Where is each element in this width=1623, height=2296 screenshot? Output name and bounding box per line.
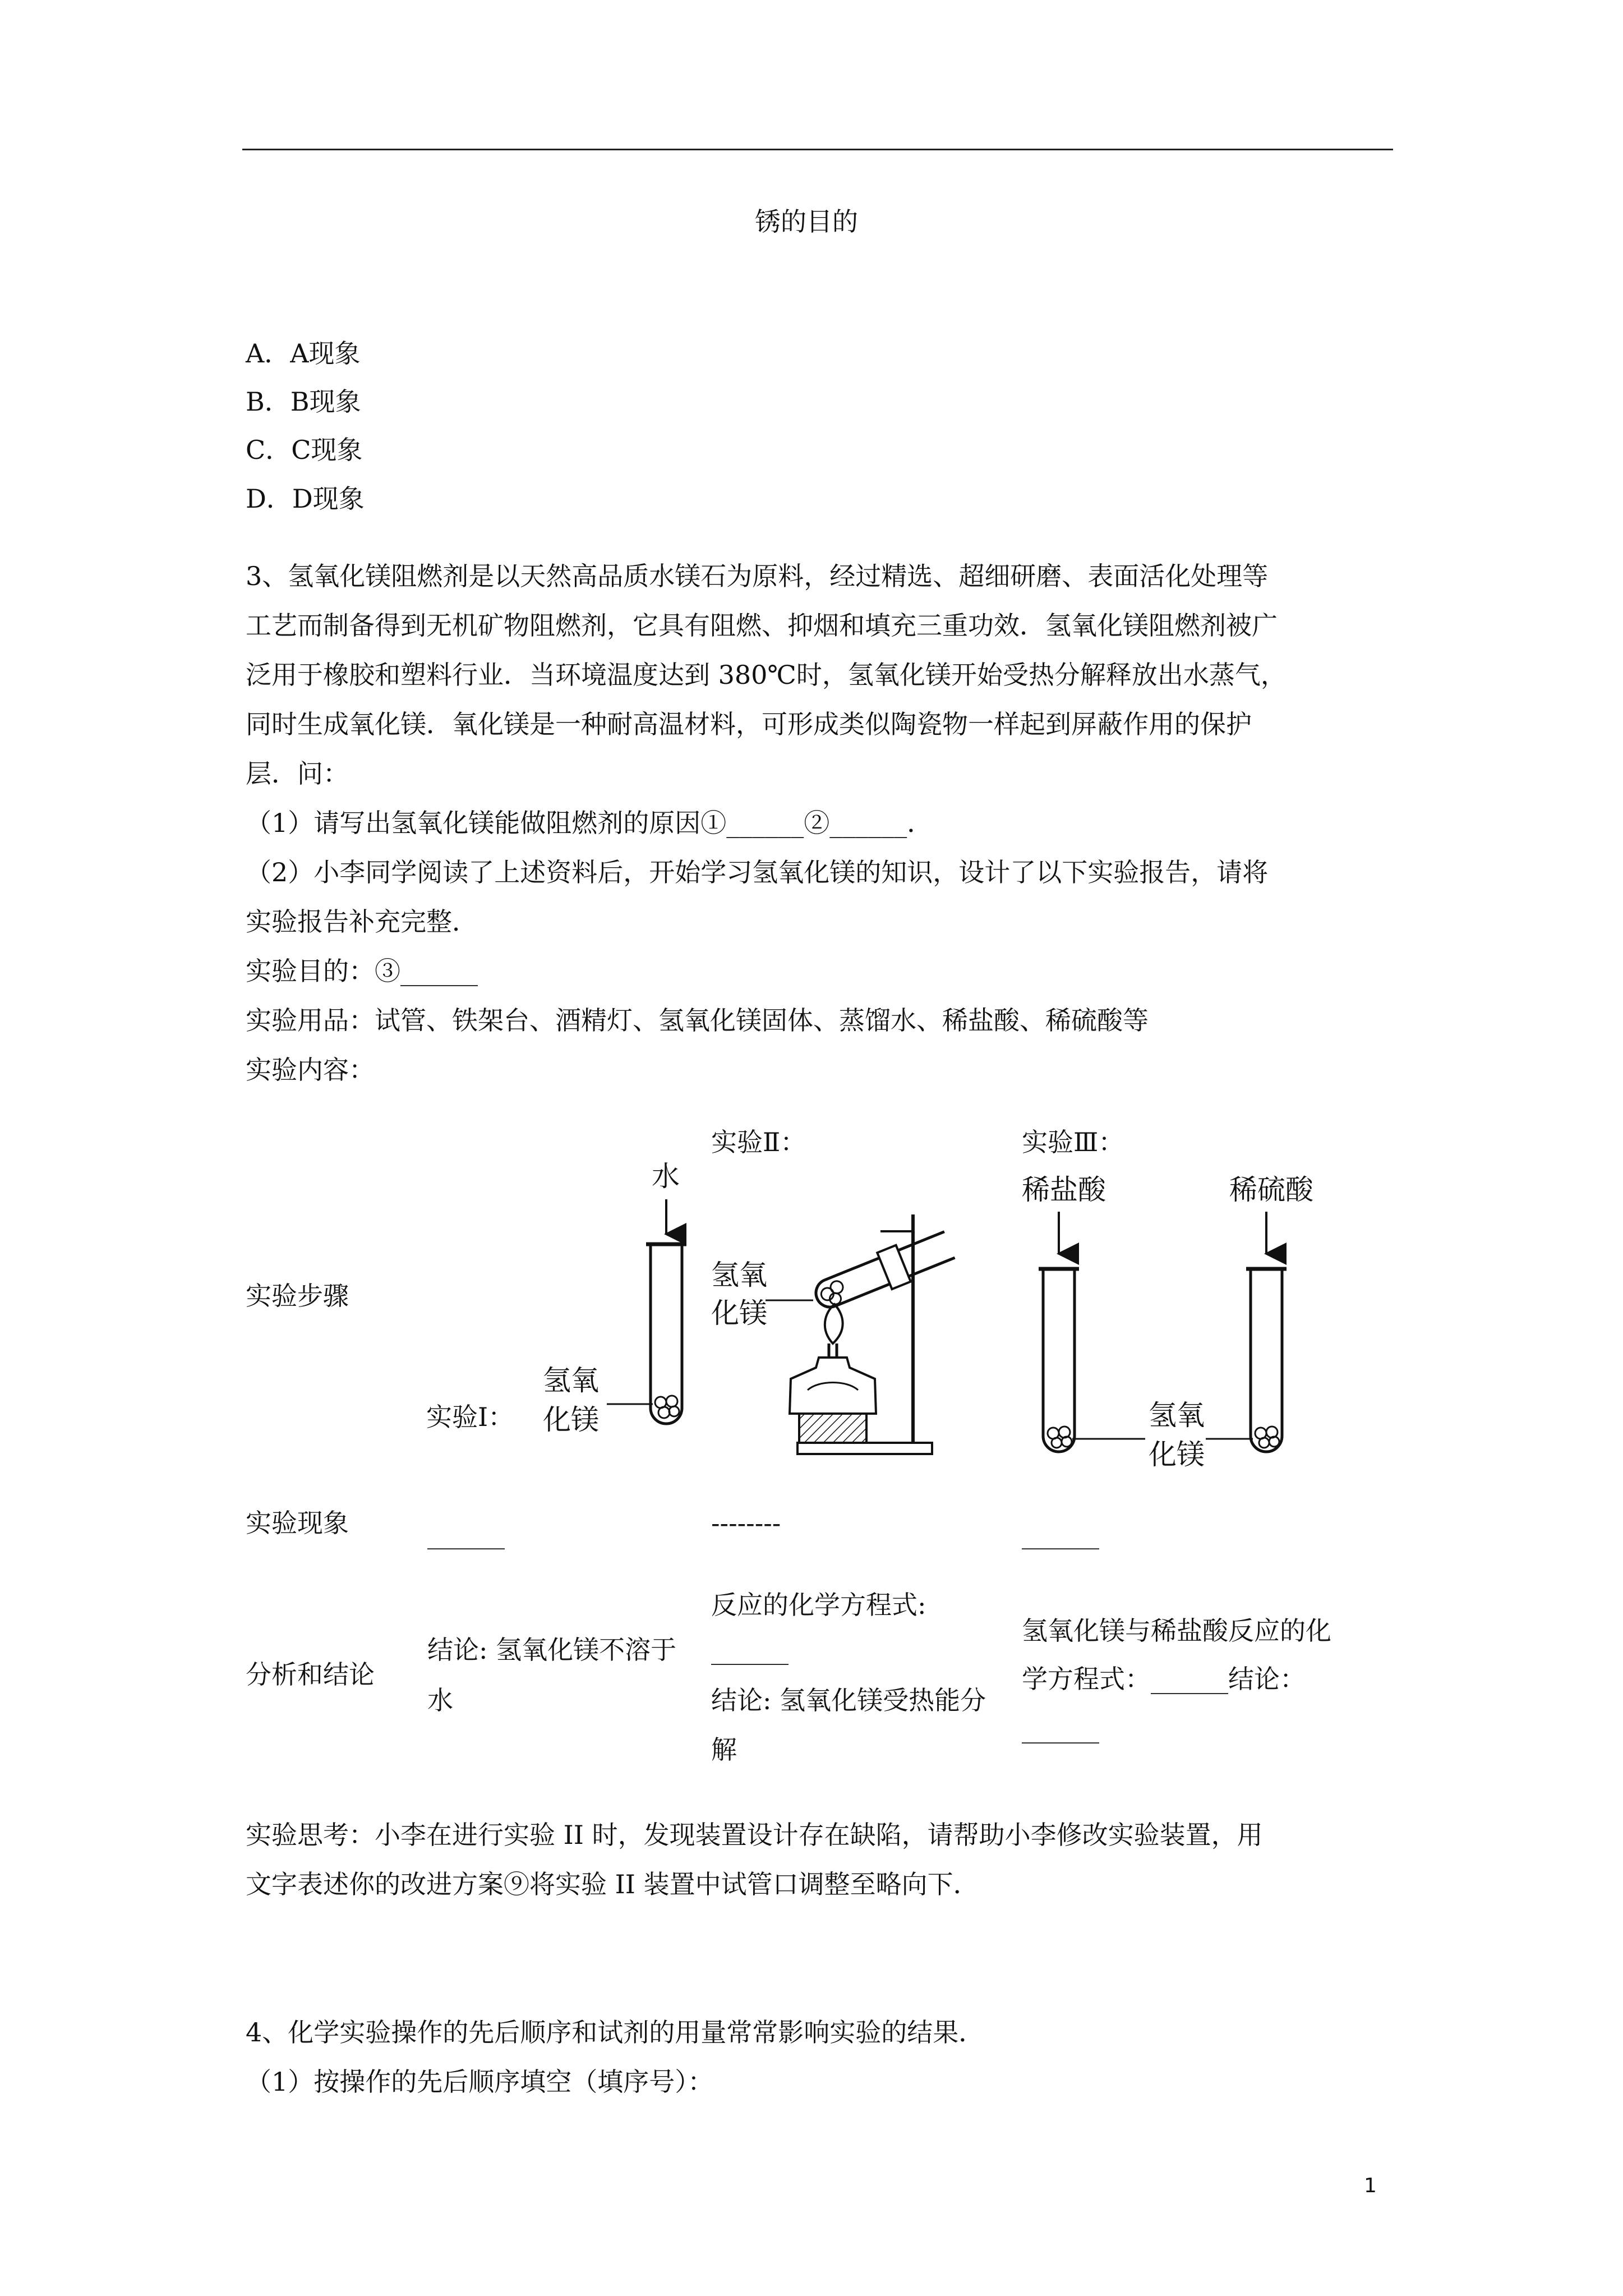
exp2-conclusion-line-1: 结论: 氢氧化镁受热能分 <box>711 1685 986 1715</box>
q3-materials: 实验用品：试管、铁架台、酒精灯、氢氧化镁固体、蒸馏水、稀盐酸、稀硫酸等 <box>246 1005 1149 1036</box>
q4-intro: 4、化学实验操作的先后顺序和试剂的用量常常影响实验的结果． <box>246 2017 985 2047</box>
exp1-phenomenon: ______ <box>427 1519 505 1549</box>
exp2-test-tube-icon <box>810 1226 957 1316</box>
exp2-mg-label-2: 化镁 <box>711 1297 767 1329</box>
option-c: C．C现象 <box>246 435 363 465</box>
exp3-h2so4-label: 稀硫酸 <box>1229 1174 1313 1206</box>
exp1-conclusion-line-2: 水 <box>427 1685 453 1715</box>
option-b: B．B现象 <box>246 386 361 417</box>
exp3-solid-left-icon <box>1048 1427 1072 1448</box>
exp2-conclusion-line-2: 解 <box>711 1734 737 1765</box>
exp2-label: 实验Ⅱ： <box>711 1127 806 1157</box>
exp1-solid-icon <box>655 1396 679 1418</box>
exp3-mg-label-2: 化镁 <box>1149 1438 1205 1471</box>
exp3-figure <box>1022 1127 1314 1471</box>
exp1-test-tube-icon <box>651 1244 682 1424</box>
exp3-tube-left-icon <box>1043 1269 1075 1452</box>
q3-content-label: 实验内容： <box>246 1055 375 1085</box>
q3-sub2-line-1: （2）小李同学阅读了上述资料后，开始学习氢氧化镁的知识，设计了以下实验报告，请将 <box>246 857 1269 887</box>
q3-sub1: （1）请写出氢氧化镁能做阻燃剂的原因①______②______． <box>246 808 933 838</box>
option-a: A．A现象 <box>246 338 361 369</box>
q3-intro-line-5: 层．问： <box>246 758 349 789</box>
exp3-analysis-line-1: 氢氧化镁与稀盐酸反应的化 <box>1022 1616 1331 1646</box>
exp2-flame-icon <box>825 1304 843 1343</box>
q3-intro-line-1: 3、氢氧化镁阻燃剂是以天然高品质水镁石为原料，经过精选、超细研磨、表面活化处理等 <box>246 561 1269 591</box>
q3-thinking-line-2: 文字表述你的改进方案⑨将实验 II 装置中试管口调整至略向下． <box>246 1869 979 1899</box>
exp3-label: 实验Ⅲ： <box>1022 1127 1124 1157</box>
exp1-label: 实验Ⅰ： <box>426 1402 514 1432</box>
row-label-steps: 实验步骤 <box>246 1281 349 1311</box>
exp3-solid-right-icon <box>1255 1427 1279 1448</box>
q3-thinking-line-1: 实验思考：小李在进行实验 II 时，发现装置设计存在缺陷，请帮助小李修改实验装置，用 <box>246 1820 1263 1850</box>
exp3-mg-label-1: 氢氧 <box>1149 1399 1205 1432</box>
exp2-figure <box>711 1127 957 1454</box>
exp2-phenomenon: -------- <box>711 1508 781 1538</box>
exp2-equation-blank: ______ <box>711 1635 789 1665</box>
continued-title: 锈的目的 <box>755 206 858 237</box>
exp3-analysis-line-2: 学方程式：______结论： <box>1022 1664 1306 1694</box>
q4-sub1: （1）按操作的先后顺序填空（填序号）： <box>246 2067 714 2097</box>
exp3-analysis-line-3: ______ <box>1022 1713 1099 1743</box>
q3-intro-line-4: 同时生成氧化镁．氧化镁是一种耐高温材料，可形成类似陶瓷物一样起到屏蔽作用的保护 <box>246 709 1252 739</box>
exp2-mg-label-1: 氢氧 <box>711 1259 767 1291</box>
q3-intro-line-2: 工艺而制备得到无机矿物阻燃剂，它具有阻燃、抑烟和填充三重功效．氢氧化镁阻燃剂被广 <box>246 610 1278 641</box>
exp1-conclusion-line-1: 结论: 氢氧化镁不溶于 <box>427 1635 677 1665</box>
exp1-mg-label-2: 化镁 <box>543 1404 599 1436</box>
exp1-mg-label-1: 氢氧 <box>543 1364 599 1397</box>
row-label-analysis: 分析和结论 <box>246 1659 375 1690</box>
q3-purpose: 实验目的：③______ <box>246 956 478 986</box>
option-d: D．D现象 <box>246 484 365 514</box>
exp1-figure <box>426 1160 686 1436</box>
exp3-phenomenon: ______ <box>1022 1519 1099 1549</box>
exp2-alcohol-lamp-icon <box>790 1358 876 1414</box>
exp2-stand-base-icon <box>797 1443 932 1454</box>
exp3-tube-right-icon <box>1251 1269 1282 1452</box>
exp3-hcl-label: 稀盐酸 <box>1022 1174 1106 1206</box>
exp1-water-label: 水 <box>652 1160 680 1193</box>
q3-intro-line-3: 泛用于橡胶和塑料行业．当环境温度达到 380℃时，氢氧化镁开始受热分解释放出水蒸气， <box>246 660 1287 690</box>
exp2-wood-block-icon <box>799 1414 866 1443</box>
q3-sub2-line-2: 实验报告补充完整． <box>246 907 478 937</box>
row-label-phenomena: 实验现象 <box>246 1508 349 1538</box>
page-number: 1 <box>1364 2174 1377 2197</box>
exp2-equation-label: 反应的化学方程式: <box>711 1590 926 1620</box>
